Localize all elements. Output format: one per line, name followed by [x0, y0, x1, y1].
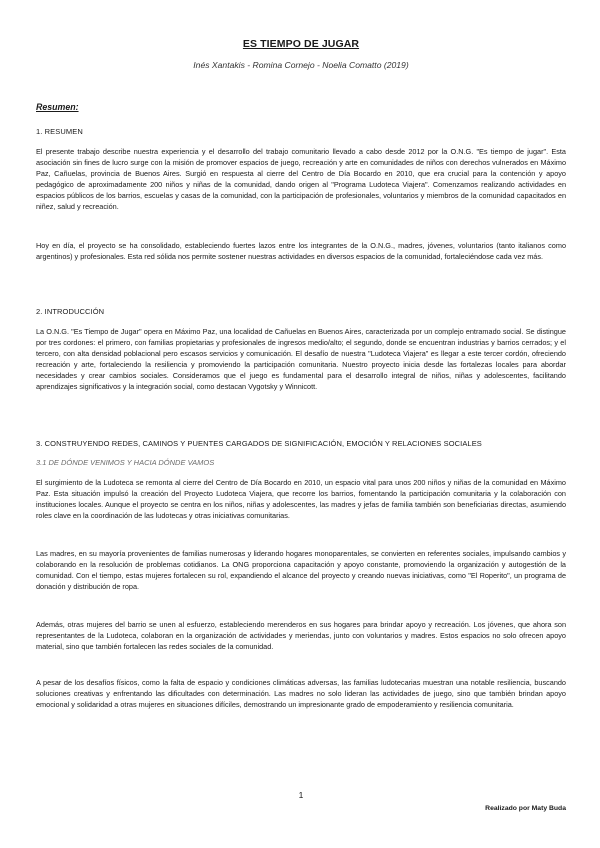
- page-number: 1: [298, 790, 304, 800]
- subsection-heading-3-1: 3.1 DE DÓNDE VENIMOS Y HACIA DÓNDE VAMOS: [36, 458, 215, 467]
- authors-line: Inés Xantakis - Romina Cornejo - Noelia Comatto (2019): [193, 60, 409, 70]
- section-heading-3: 3. CONSTRUYENDO REDES, CAMINOS Y PUENTES CARGADOS DE SIGNIFICACIÓN, EMOCIÓN Y RELACIONES SOCIALES: [36, 439, 482, 448]
- resumen-label: Resumen:: [36, 102, 79, 112]
- paragraph-3-1-c: Además, otras mujeres del barrio se unen al esfuerzo, estableciendo merenderos en sus hogares para brindar apoyo y recreación. Los jóvenes, que ahora son representantes de la Ludoteca, colaboran en la organización de actividades y meriendas, junto con voluntarios y madres. Estos espacios no solo ofrecen apoyo material, sino que también fortalecen las redes sociales de la comunidad.: [36, 620, 566, 652]
- paragraph-3-1-d: A pesar de los desafíos físicos, como la falta de espacio y condiciones climáticas adversas, las familias ludotecarias muestran una notable resiliencia, buscando soluciones creativas y enfrentando las dificultades con determinación. Las madres no solo lideran las actividades de juego, sino que también brindan apoyo emocional y solidaridad a otras mujeres en situaciones difíciles, demostrando un impresionante grado de empoderamiento y resiliencia comunitaria.: [36, 678, 566, 710]
- paragraph-3-1-b: Las madres, en su mayoría provenientes de familias numerosas y liderando hogares monoparentales, se convierten en referentes sociales, impulsando cambios y colaborando en la resolución de problemas cotidianos. La ONG proporciona capacitación y apoyo constante, promoviendo la organización y autogestión de la comunidad. Con el tiempo, estas mujeres fortalecen su rol, expandiendo el alcance del proyecto y creando nuevas iniciativas, como "El Roperito", un programa de donación y distribución de ropa.: [36, 549, 566, 592]
- paragraph-resumen-2: Hoy en día, el proyecto se ha consolidado, estableciendo fuertes lazos entre los integrantes de la O.N.G., madres, jóvenes, voluntarios (tanto italianos como argentinos) y profesionales. Esta red sólida nos permite sostener nuestras actividades en diversos espacios de la comunidad, fortaleciéndose cada vez más.: [36, 241, 566, 262]
- paragraph-3-1-a: El surgimiento de la Ludoteca se remonta al cierre del Centro de Día Bocardo en 2010, un espacio vital para unos 200 niños y niñas de la comunidad en Máximo Paz. Esta situación impulsó la creación del Proyecto Ludoteca Viajera, que recorre los barrios, fomentando la participación comunitaria y la colaboración con instituciones locales. Aunque el proyecto se centra en los niños, niñas y adolescentes, las madres y jefas de familia también son beneficiarias directas, asumiendo roles clave en la coordinación de las ludotecas y otras iniciativas comunitarias.: [36, 478, 566, 521]
- document-title: ES TIEMPO DE JUGAR: [242, 38, 360, 50]
- paragraph-introduccion: La O.N.G. "Es Tiempo de Jugar" opera en Máximo Paz, una localidad de Cañuelas en Buenos Aires, caracterizada por un complejo entramado social. Se distingue por tres cordones: el primero, con familias propietarias y profesionales de ingresos medio/alto; el segundo, donde se encuentran industrias y barrios cerrados; y el tercero, con alta densidad poblacional pero escasos servicios y comunicación. El desafío de nuestra "Ludoteca Viajera" es llegar a este tercer cordón, ofreciendo recreación y arte, fortaleciendo la resiliencia y promoviendo la participación comunitaria. Nuestro proyecto inicia desde las fortalezas locales para abordar necesidades y crear cambios sociales. Consideramos que el juego es fundamental para el desarrollo integral de niños, niñas y adolescentes, facilitando aprendizajes significativos y la integración social, como destacan Vygotsky y Winnicott.: [36, 327, 566, 392]
- footer-credit: Realizado por Maty Buda: [485, 805, 566, 812]
- paragraph-resumen-1: El presente trabajo describe nuestra experiencia y el desarrollo del trabajo comunitario llevado a cabo desde 2012 por la O.N.G. "Es tiempo de jugar". Esta asociación sin fines de lucro surge con la misión de promover espacios de juego, recreación y arte en comunidades de niños con derechos vulnerados en Máximo Paz, Cañuelas, provincia de Buenos Aires. Surgió en respuesta al cierre del Centro de Día Bocardo en 2010, que era crucial para la contención y apoyo pedagógico de aproximadamente 200 niños y niñas de la comunidad, dando origen al "Programa Ludoteca Viajera". Comenzamos realizando actividades en espacios públicos de los barrios, escuelas y casas de la comunidad, con la participación de profesionales, voluntarios y miembros de la comunidad capacitados en niñez, salud y recreación.: [36, 147, 566, 212]
- section-heading-introduccion: 2. INTRODUCCIÓN: [36, 307, 105, 316]
- section-heading-resumen: 1. RESUMEN: [36, 127, 83, 136]
